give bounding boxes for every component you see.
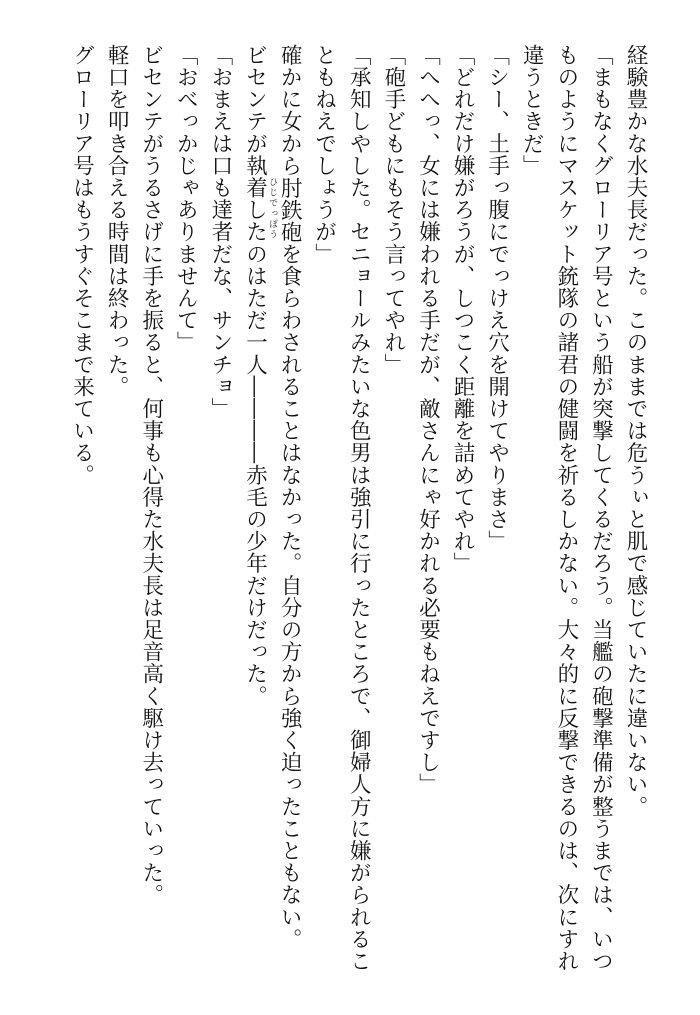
ruby-base: 肘鉄砲 — [277, 176, 303, 243]
text-line: ビセンテがうるさげに手を振ると、何事も心得た水夫長は足音高く駆け去っていった。 — [138, 44, 164, 906]
text-line: 「おべっかじゃありませんて」 — [173, 44, 199, 354]
ruby-reading: ひじでっぽう — [267, 176, 278, 240]
text-line: 軽口を叩き合える時間は終わった。 — [104, 44, 130, 398]
text-line: 「まもなくグローリア号という船が突撃してくるだろう。当艦の砲撃準備が整うまでは、いつ — [588, 44, 614, 973]
vertical-text-body — [64, 44, 652, 974]
text-line: 「承知しやした。セニョールみたいな色男は強引に行ったところで、御婦人方に嫌がられるこ — [346, 44, 372, 973]
text-line: 違うときだ」 — [519, 44, 545, 177]
text-line: ものようにマスケット銃隊の諸君の健闘を祈るしかない。大々的に反撃できるのは、次にすれ — [553, 44, 579, 973]
text-line: 「シー、土手っ腹にでっけえ穴を開けてやりまさ」 — [484, 44, 510, 553]
text-line: ともねえでしょうが」 — [311, 44, 337, 265]
ruby-line-before: 確かに女から — [277, 44, 303, 177]
text-line: 「どれだけ嫌がろうが、しつこく距離を詰めてやれ」 — [450, 44, 476, 575]
text-line: 「砲手どもにもそう言ってやれ」 — [380, 44, 406, 376]
text-line: 「へへっ、女には嫌われる手だが、敵さんにゃ好かれる必要もねえですし」 — [415, 44, 441, 796]
text-line: グローリア号はもうすぐそこまで来ている。 — [69, 44, 95, 486]
text-line: 「おまえは口も達者だな、サンチョ」 — [207, 44, 233, 420]
text-line-with-ruby — [267, 44, 306, 974]
ruby-line-after: を食らわされることはなかった。自分の方から強く迫ったこともない。 — [277, 242, 303, 951]
ruby-word — [267, 176, 303, 243]
text-line: 経験豊かな水夫長だった。このままでは危うぃと肌で感じていたに違いない。 — [623, 44, 648, 818]
text-line: ビセンテが執着したのはただ一人――――赤毛の少年だけだった。 — [242, 44, 268, 707]
